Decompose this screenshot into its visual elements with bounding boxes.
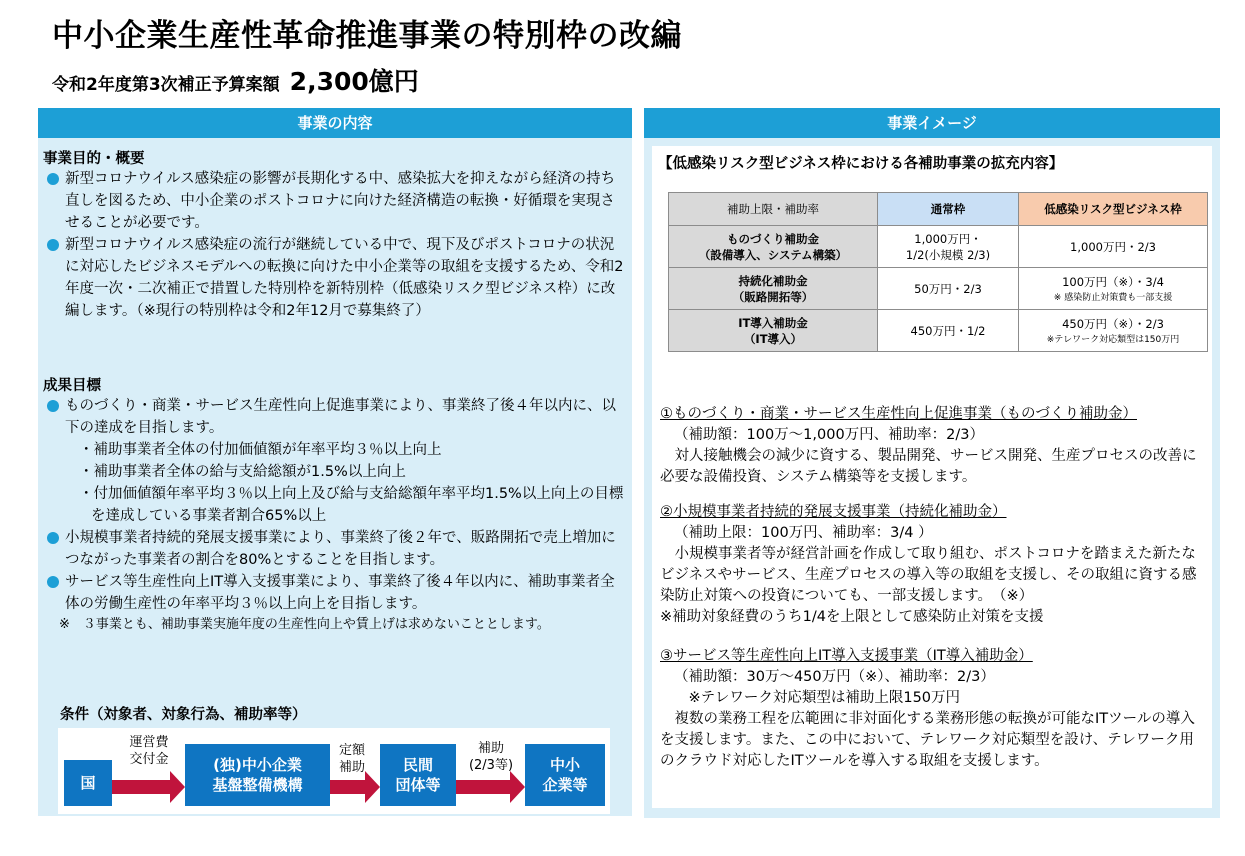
table-row <box>669 226 1208 268</box>
goal-bullet: サービス等生産性向上IT導入支援事業により、事業終了後４年以内に、補助事業者全体の労働生産性の年率平均３％以上向上を目指します。 <box>43 571 628 615</box>
flow-arrow <box>456 771 525 803</box>
left-panel <box>38 108 632 816</box>
flow-diagram <box>58 728 610 814</box>
budget-label: 令和2年度第3次補正予算案額 <box>52 75 280 95</box>
program-1 <box>660 404 1208 488</box>
purpose-bullet: 新型コロナウイルス感染症の影響が長期化する中、感染拡大を抑えながら経済の持ち直しを図るため、中小企業のポストコロナに向けた経済構造の転換・好循環を実現させることが必要です。 <box>43 168 628 234</box>
program-2 <box>660 502 1208 628</box>
table-row <box>669 268 1208 310</box>
budget-subtitle <box>52 62 419 98</box>
flow-label-fixed: 定額 補助 <box>338 743 365 775</box>
page-title: 中小企業生産性革命推進事業の特別枠の改編 <box>52 18 682 54</box>
table-cell-normal: 1,000万円・ 1/2(小規模 2/3) <box>878 226 1019 268</box>
flow-box-smrj: (独)中小企業 基盤整備機構 <box>185 744 330 806</box>
flow-label-subsidy: 補助 (2/3等) <box>468 741 514 773</box>
goal-bullet: 小規模事業者持続的発展支援事業により、事業終了後２年で、販路開拓で売上増加につながった事業者の割合を80%とすることを目指します。 <box>43 527 628 571</box>
flow-label-grant: 運営費 交付金 <box>129 735 169 767</box>
purpose-bullet: 新型コロナウイルス感染症の流行が継続している中で、現下及びポストコロナの状況に対応したビジネスモデルへの転換に向けた中小企業等の取組を支援するため、令和2年度一次・二次補正で措置した特別枠を新特別枠（低感染リスク型ビジネス枠）に改編します。（※現行の特別枠は令和2年12月で募集終了） <box>43 234 628 322</box>
table-col-header-normal: 通常枠 <box>878 193 1019 226</box>
table-cell-normal: 50万円・2/3 <box>878 268 1019 310</box>
flow-box-sme: 中小 企業等 <box>525 744 605 806</box>
flow-box-private: 民間 団体等 <box>380 744 456 806</box>
goal-sub-item: ・補助事業者全体の付加価値額が年率平均３％以上向上 <box>79 442 442 458</box>
program-line: ※補助対象経費のうち1/4を上限として感染防止対策を支援 <box>660 609 1044 625</box>
table-header-row <box>669 193 1208 226</box>
table-cell-special-value: 450万円（※）・2/3 <box>1062 317 1164 331</box>
table-row-header: IT導入補助金 （IT導入） <box>669 310 878 352</box>
program-line: （補助額：30万～450万円（※）、補助率：2/3） <box>674 669 995 685</box>
goal-sub-item: ・付加価値額年率平均３％以上向上及び給与支給総額年率平均1.5%以上向上の目標を達成している事業者割合65%以上 <box>79 486 624 524</box>
table-cell-special-value: 100万円（※）・3/4 <box>1062 275 1164 289</box>
program-3 <box>660 646 1208 772</box>
table-row-header: 持続化補助金 （販路開拓等） <box>669 268 878 310</box>
program-line: （補助上限：100万円、補助率：3/4 ） <box>674 525 933 541</box>
table-cell-special: 1,000万円・2/3 <box>1019 226 1208 268</box>
program-line: （補助額：100万～1,000万円、補助率：2/3） <box>674 427 985 443</box>
table-cell-note: ※ 感染防止対策費も一部支援 <box>1053 293 1173 303</box>
right-panel <box>644 108 1220 818</box>
table-row-header: ものづくり補助金 （設備導入、システム構築） <box>669 226 878 268</box>
purpose-section <box>43 147 628 322</box>
table-title: 【低感染リスク型ビジネス枠における各補助事業の拡充内容】 <box>658 156 1064 172</box>
goal-bullet: ものづくり・商業・サービス生産性向上促進事業により、事業終了後４年以内に、以下の達成を目指します。 <box>43 395 628 439</box>
right-panel-body <box>652 146 1212 808</box>
flow-arrow <box>110 771 185 803</box>
flow-box-country: 国 <box>64 760 112 806</box>
table-cell-special <box>1019 310 1208 352</box>
goals-note: ※ ３事業とも、補助事業実施年度の生産性向上や賃上げは求めないこととします。 <box>59 617 550 632</box>
program-title: ③サービス等生産性向上IT導入支援事業（IT導入補助金） <box>660 648 1033 664</box>
comparison-table <box>668 192 1208 352</box>
goals-title: 成果目標 <box>43 378 101 394</box>
budget-amount: 2,300億円 <box>289 67 419 96</box>
program-line: 対人接触機会の減少に資する、製品開発、サービス開発、生産プロセスの改善に必要な設備投資、システム構築等を支援します。 <box>660 448 1197 485</box>
table-row <box>669 310 1208 352</box>
purpose-title: 事業目的・概要 <box>43 151 145 167</box>
goals-section <box>43 374 628 635</box>
left-panel-header: 事業の内容 <box>38 108 632 138</box>
program-title: ②小規模事業者持続的発展支援事業（持続化補助金） <box>660 504 1007 520</box>
program-title: ①ものづくり・商業・サービス生産性向上促進事業（ものづくり補助金） <box>660 406 1137 422</box>
table-cell-note: ※テレワーク対応類型は150万円 <box>1046 335 1180 345</box>
conditions-title: 条件（対象者、対象行為、補助率等） <box>60 707 307 723</box>
program-line: 小規模事業者等が経営計画を作成して取り組む、ポストコロナを踏まえた新たなビジネスやサービス、生産プロセスの導入等の取組を支援し、その取組に資する感染防止対策への投資についても、一部支援します。 （※） <box>660 546 1197 604</box>
table-cell-special <box>1019 268 1208 310</box>
goal-sub-item: ・補助事業者全体の給与支給総額が1.5%以上向上 <box>79 464 406 480</box>
table-cell-normal: 450万円・1/2 <box>878 310 1019 352</box>
right-panel-header: 事業イメージ <box>644 108 1220 138</box>
program-line: ※テレワーク対応類型は補助上限150万円 <box>674 690 961 706</box>
table-col-header-special: 低感染リスク型ビジネス枠 <box>1019 193 1208 226</box>
program-line: 複数の業務工程を広範囲に非対面化する業務形態の転換が可能なITツールの導入を支援します。また、この中において、テレワーク対応類型を設け、テレワーク用のクラウド対応したITツールを導入する取組を支援します。 <box>660 711 1195 769</box>
table-col-header: 補助上限・補助率 <box>669 193 878 226</box>
